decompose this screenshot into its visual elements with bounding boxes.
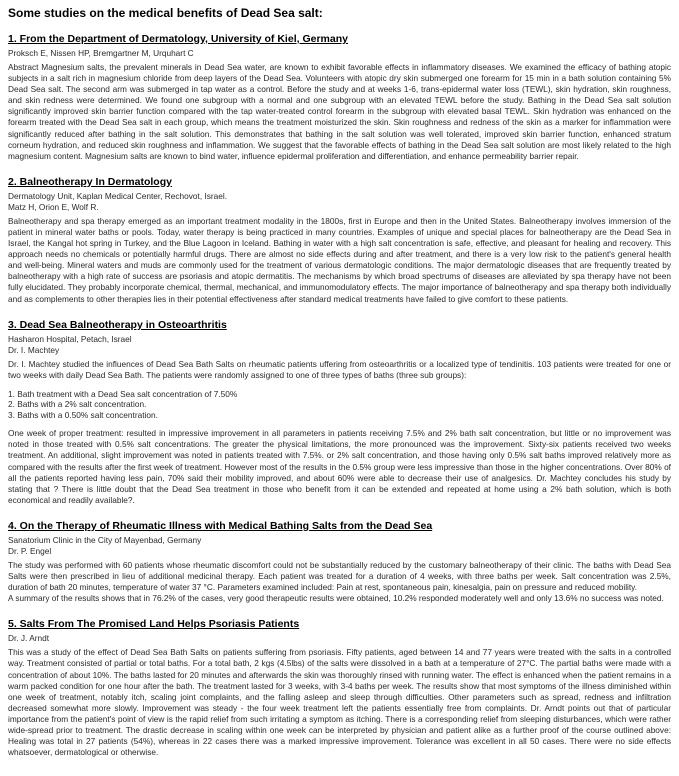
section-3-results: One week of proper treatment: resulted in impressive improvement in all parameters in patients receiving 7.5% and 2% bath salt concentration, but little or no improvement was noted in those treated with 0.5% salt concentrations. The greater the physical limitations, the more pronounced was the improvement. Sixty-six patients received two weeks treatment. An additional, slight improvement was noted in patients treated with 7.5%. or 2% salt concentration, and those having only 0.5% salt baths improved relatively more as compared with the results after the first week of treatment. However most of the results in the 0.5% group were less impressive than those in the higher concentrations. Over 80% of all the patients reported having less pain, 70% said their mobility improved, and about 60% were able to decrease their use of analgesics. Dr. Machtey concludes his study by stating that ? There is little doubt that the Dead Sea treatment in those who benefit from it can be extended and repeated at home using a 2% bath solution, which is both economical and readily available?. <box>8 428 671 505</box>
section-1-authors: Proksch E, Nissen HP, Bremgartner M, Urquhart C <box>8 48 194 58</box>
section-5-authors: Dr. J. Arndt <box>8 633 50 644</box>
bath-type-item-1: 1. Bath treatment with a Dead Sea salt concentration of 7.50% <box>8 388 238 399</box>
section-1-abstract: Abstract Magnesium salts, the prevalent minerals in Dead Sea water, are known to exhibit favorable effects in inflammatory diseases. We examined the efficacy of bathing atopic subjects in a salt rich in magnesium chloride from deep layers of the Dead Sea. Volunteers with atopic dry skin submerged one forearm for 15 min in a bath solution containing 5% Dead Sea salt. The second arm was submerged in tap water as a control. Before the study and at weeks 1-6, trans-epidermal water loss (TEWL), skin hydration, skin roughness, and skin redness were determined. We found one subgroup with a normal and one subgroup with an elevated TEWL before the study. Bathing in the Dead Sea salt solution significantly improved skin barrier function compared with the tap water-treated control forearm in the subgroup with elevated basal TEWL. Skin hydration was enhanced on the forearm treated with the Dead Sea salt in each group, which means the treatment moisturized the skin. Skin roughness and redness of the skin as a marker for inflammation were significantly reduced after bathing in the salt solution. This demonstrates that bathing in the salt solution was well tolerated, improved skin barrier function, enhanced stratum corneum hydration, and reduced skin roughness and inflammation. We suggest that the favorable effects of bathing in the Dead Sea salt solution are most likely related to the high magnesium content. Magnesium salts are known to bind water, influence epidermal proliferation and differentiation, and enhance permeability barrier repair. <box>8 62 671 161</box>
section-4-summary: A summary of the results shows that in 76.2% of the cases, very good therapeutic results were obtained, 10.2% responded moderately well and only 13.6% no success was noted. <box>8 593 664 604</box>
section-3-authors: Dr. I. Machtey <box>8 344 60 355</box>
section-1-heading: 1. From the Department of Dermatology, University of Kiel, Germany <box>8 33 348 45</box>
bath-types-list <box>8 389 671 421</box>
section-4-affiliation: Sanatorium Clinic in the City of Mayenbad, Germany <box>8 534 202 545</box>
section-psoriasis <box>8 618 671 758</box>
section-balneotherapy-dermatology <box>8 176 671 305</box>
section-3-affiliation: Hasharon Hospital, Petach, Israel <box>8 333 132 344</box>
section-3-intro: Dr. I. Machtey studied the influences of Dead Sea Bath Salts on rheumatic patients uffering from osteoarthritis or a localized type of tendinitis. 103 patients were treated for one or two weeks with daily Dead Sea Bath. The patients were randomly assigned to one of three types of baths (three sub groups): <box>8 358 671 380</box>
section-4-heading: 4. On the Therapy of Rheumatic Illness with Medical Bathing Salts from the Dead Sea <box>8 519 433 532</box>
page-title: Some studies on the medical benefits of Dead Sea salt: <box>8 6 323 20</box>
bath-type-item-2: 2. Baths with a 2% salt concentration. <box>8 399 147 410</box>
section-rheumatic-illness <box>8 520 671 604</box>
section-5-heading: 5. Salts From The Promised Land Helps Psoriasis Patients <box>8 618 300 631</box>
section-2-heading: 2. Balneotherapy In Dermatology <box>8 175 172 188</box>
section-2-abstract: Balneotherapy and spa therapy emerged as an important treatment modality in the 1800s, first in Europe and then in the United States. Balneotherapy involves immersion of the patient in mineral water baths or pools. Today, water therapy is being practiced in many countries. Examples of unique and special places for balneotherapy are the Dead Sea in Israel, the Kangal hot spring in Turkey, and the Blue Lagoon in Iceland. Bathing in water with a high salt concentration is safe, effective, and pleasant for healing and recovery. This approach needs no chemicals or potentially harmful drugs. There are almost no side effects during and after treatment, and there is a very low risk to the patient's general health and well-being. Mineral waters and muds are commonly used for the treatment of various dermatologic conditions. The major dermatologic diseases that are frequently treated by balneotherapy with a high rate of success are psoriasis and atopic dermatitis. The mechanisms by which broad spectrums of diseases are alleviated by spa therapy have not been fully elucidated. They probably incorporate chemical, thermal, mechanical, and immunomodulatory effects. The major importance of balneotherapy and spa therapy both individually and as complements to other therapies lies in their potential effectiveness after standard medical treatments have failed to give comfort to these patients. <box>8 215 671 304</box>
section-5-study: This was a study of the effect of Dead Sea Bath Salts on patients suffering from psoriasis. Fifty patients, aged between 14 and 77 years were treated with the salts in a controlled way. Treatment consisted of partial or total baths. For a total bath, 2 kgs (4.5lbs) of the salts were dissolved in a bath at a temperature of 27°C. The partial baths were made with a concentration of about 10%. The baths lasted for 20 minutes and afterwards the skin was thoroughly rinsed with running water. The effect is enhanced when the patient remains in a warm packed condition for one hour after the bath. The treatment lasted for 3 weeks, with 3-4 baths per week. The results show that most symptoms of the illness diminished within one week of treatment, notably itch, scaling joint complaints, and the falling asleep and sleep through difficulties. Other parameters such as spread, redness and infiltration decreased somewhat more slowly. Improvement was steady - the four week treatment left the patients essentially free from complaints. Dr. Arndt points out that of particular importance from the patient's point of view is the rapid relief from such irritating a symptom as itching. There is a corresponding relief from sleeping disturbances, which were rather wide-spread prior to treatment. The drastic decrease in scaling within one week can be interpreted by physician and patient alike as a further proof of the course outlined above: Healing was total in 27 patients (54%), whereas in 22 cases there was a marked impressive improvement. Tolerance was excellent in all 50 cases. There were no side effects whatsoever, dermatological or otherwise. <box>8 647 671 758</box>
section-2-authors: Matz H, Orion E, Wolf R. <box>8 201 99 212</box>
section-4-study: The study was performed with 60 patients whose rheumatic discomfort could not be substantially reduced by the customary balneotherapy of their clinic. The baths with Dead Sea Salts were then prescribed in lieu of additional medicinal therapy. Each patient was treated for a duration of 4 weeks, with three baths per week. Salt concentration was 2.5%, duration of bath 20 minutes, temperature of water 37 °C. Parameters examined included: Pain at rest, spontaneous pain, kinesalgia, pain on pressure and reduced mobility. <box>8 559 671 593</box>
section-3-heading: 3. Dead Sea Balneotherapy in Osteoarthritis <box>8 318 227 331</box>
section-dermatology-kiel <box>8 33 671 162</box>
section-osteoarthritis <box>8 319 671 506</box>
section-2-affiliation: Dermatology Unit, Kaplan Medical Center, Rechovot, Israel. <box>8 190 228 201</box>
section-4-authors: Dr. P. Engel <box>8 545 52 556</box>
bath-type-item-3: 3. Baths with a 0.50% salt concentration. <box>8 409 158 420</box>
